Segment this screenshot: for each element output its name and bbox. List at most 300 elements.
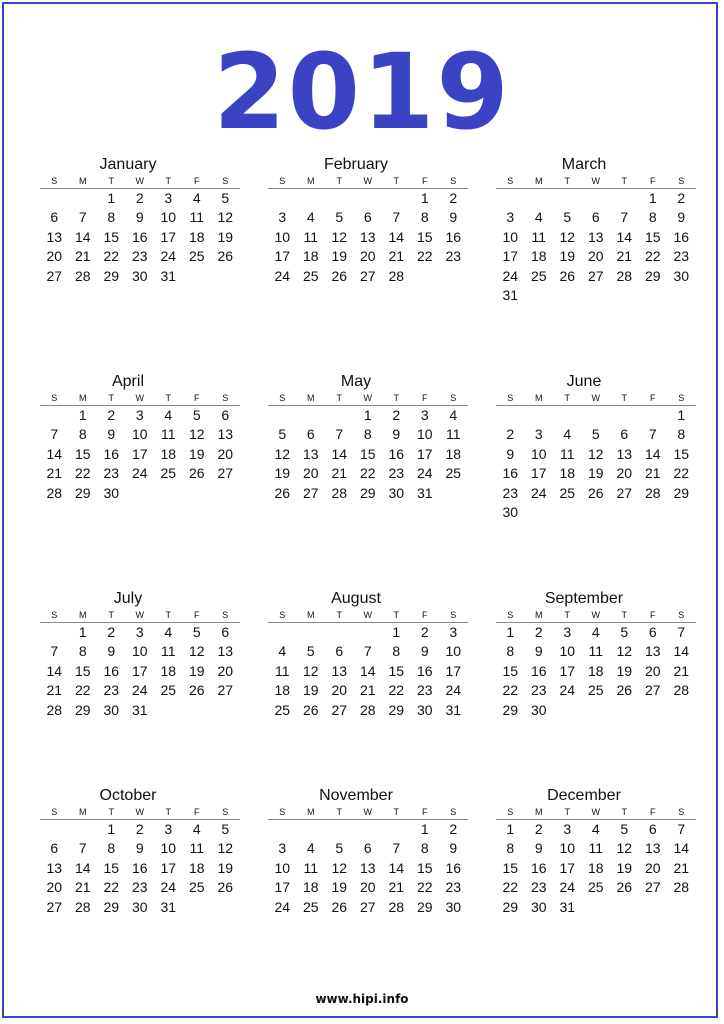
day-cell: 16 <box>502 465 519 482</box>
day-cell: 12 <box>616 840 633 857</box>
day-cell: 18 <box>302 879 319 896</box>
day-cell: 15 <box>74 662 91 679</box>
day-grid <box>40 608 240 720</box>
day-cell: 21 <box>673 859 690 876</box>
day-cell: 28 <box>46 701 63 718</box>
month-june <box>470 373 690 522</box>
day-cell: 29 <box>388 701 405 718</box>
day-cell: 20 <box>331 682 348 699</box>
month-december <box>470 787 690 917</box>
weekday-label: F <box>183 174 212 189</box>
day-cell: 22 <box>502 879 519 896</box>
day-cell: 21 <box>74 879 91 896</box>
empty-cell <box>639 406 668 425</box>
day-cell: 15 <box>416 859 433 876</box>
day-cell: 17 <box>502 248 519 265</box>
day-grid <box>496 805 696 917</box>
weekday-label: M <box>525 608 554 623</box>
day-cell: 28 <box>74 898 91 915</box>
day-cell: 1 <box>420 190 429 206</box>
day-grid <box>40 391 240 503</box>
empty-cell <box>325 189 354 208</box>
day-cell: 20 <box>359 248 376 265</box>
weekday-label: T <box>610 608 639 623</box>
month-september <box>470 590 690 720</box>
day-cell: 19 <box>616 859 633 876</box>
day-cell: 4 <box>563 426 572 443</box>
weekday-label: S <box>496 391 525 406</box>
day-cell: 26 <box>331 267 348 284</box>
day-cell: 10 <box>559 840 576 857</box>
empty-cell <box>525 406 554 425</box>
day-cell: 23 <box>530 682 547 699</box>
day-cell: 13 <box>616 445 633 462</box>
day-cell: 3 <box>164 190 173 206</box>
day-cell: 27 <box>217 465 234 482</box>
day-cell: 15 <box>74 445 91 462</box>
day-cell: 13 <box>359 228 376 245</box>
day-cell: 17 <box>131 662 148 679</box>
day-cell: 29 <box>74 484 91 501</box>
day-cell: 16 <box>131 228 148 245</box>
day-cell: 5 <box>620 821 629 837</box>
day-cell: 21 <box>616 248 633 265</box>
day-cell: 23 <box>131 248 148 265</box>
day-cell: 15 <box>416 228 433 245</box>
day-cell: 29 <box>644 267 661 284</box>
day-cell: 12 <box>616 643 633 660</box>
day-cell: 6 <box>648 821 657 837</box>
day-cell: 18 <box>160 445 177 462</box>
day-cell: 21 <box>388 248 405 265</box>
day-cell: 24 <box>416 465 433 482</box>
day-cell: 7 <box>335 426 344 443</box>
day-cell: 30 <box>502 503 519 520</box>
weekday-label: F <box>411 174 440 189</box>
day-cell: 28 <box>388 898 405 915</box>
day-cell: 5 <box>591 426 600 443</box>
day-cell: 14 <box>74 859 91 876</box>
weekday-label: F <box>411 391 440 406</box>
day-cell: 16 <box>530 859 547 876</box>
day-cell: 21 <box>46 682 63 699</box>
day-cell: 6 <box>648 624 657 640</box>
weekday-label: F <box>639 174 668 189</box>
day-cell: 2 <box>677 190 686 206</box>
day-cell: 30 <box>673 267 690 284</box>
day-cell: 8 <box>506 840 515 857</box>
weekday-label: T <box>325 391 354 406</box>
day-cell: 12 <box>331 859 348 876</box>
day-cell: 16 <box>416 662 433 679</box>
day-cell: 23 <box>103 465 120 482</box>
day-cell: 25 <box>274 701 291 718</box>
day-cell: 31 <box>445 701 462 718</box>
day-cell: 19 <box>217 228 234 245</box>
day-cell: 12 <box>559 228 576 245</box>
day-cell: 29 <box>673 484 690 501</box>
day-grid <box>268 805 468 917</box>
day-cell: 26 <box>274 484 291 501</box>
weekday-label: S <box>667 608 696 623</box>
day-cell: 24 <box>160 248 177 265</box>
day-cell: 28 <box>331 484 348 501</box>
day-cell: 26 <box>616 682 633 699</box>
day-cell: 1 <box>107 190 116 206</box>
day-cell: 24 <box>160 879 177 896</box>
weekday-label: S <box>268 174 297 189</box>
weekday-label: F <box>183 608 212 623</box>
day-cell: 28 <box>673 682 690 699</box>
day-cell: 19 <box>217 859 234 876</box>
day-cell: 13 <box>331 662 348 679</box>
month-january <box>14 156 234 286</box>
day-cell: 31 <box>160 898 177 915</box>
day-cell: 22 <box>673 465 690 482</box>
weekday-label: T <box>97 391 126 406</box>
day-cell: 11 <box>588 643 604 660</box>
weekday-label: T <box>325 805 354 820</box>
day-cell: 28 <box>388 267 405 284</box>
weekday-label: S <box>667 805 696 820</box>
day-grid <box>496 608 696 720</box>
day-cell: 2 <box>107 624 116 640</box>
day-cell: 13 <box>46 859 63 876</box>
day-grid <box>496 174 696 305</box>
year-title: 2019 <box>213 31 511 153</box>
day-cell: 25 <box>559 484 576 501</box>
day-cell: 14 <box>388 228 405 245</box>
day-cell: 5 <box>620 624 629 640</box>
empty-cell <box>582 189 611 208</box>
empty-cell <box>582 406 611 425</box>
day-cell: 30 <box>445 898 462 915</box>
day-cell: 19 <box>188 445 205 462</box>
day-cell: 8 <box>107 209 116 226</box>
day-cell: 22 <box>388 682 405 699</box>
day-cell: 1 <box>506 624 515 640</box>
day-cell: 30 <box>103 701 120 718</box>
weekday-label: F <box>183 805 212 820</box>
day-cell: 22 <box>416 248 433 265</box>
empty-cell <box>297 820 326 839</box>
day-cell: 11 <box>303 859 319 876</box>
day-cell: 10 <box>530 445 547 462</box>
empty-cell <box>354 820 383 839</box>
day-cell: 17 <box>559 662 576 679</box>
empty-cell <box>297 406 326 425</box>
day-cell: 7 <box>392 209 401 226</box>
weekday-label: M <box>69 805 98 820</box>
day-cell: 1 <box>506 821 515 837</box>
day-cell: 26 <box>559 267 576 284</box>
calendar-page <box>2 2 718 1018</box>
day-cell: 27 <box>302 484 319 501</box>
day-cell: 9 <box>506 445 515 462</box>
day-cell: 20 <box>217 662 234 679</box>
day-cell: 18 <box>188 228 205 245</box>
day-cell: 25 <box>587 879 604 896</box>
day-cell: 2 <box>449 821 458 837</box>
day-cell: 13 <box>644 643 661 660</box>
weekday-label: T <box>154 174 183 189</box>
weekday-label: F <box>183 391 212 406</box>
empty-cell <box>297 189 326 208</box>
weekday-label: M <box>297 608 326 623</box>
weekday-label: T <box>553 391 582 406</box>
day-cell: 24 <box>502 267 519 284</box>
day-cell: 28 <box>359 701 376 718</box>
day-grid <box>268 174 468 286</box>
weekday-label: S <box>439 174 468 189</box>
day-cell: 9 <box>420 643 429 660</box>
day-cell: 4 <box>591 821 600 837</box>
weekday-label: T <box>154 805 183 820</box>
day-cell: 3 <box>563 821 572 837</box>
day-cell: 30 <box>530 701 547 718</box>
day-cell: 18 <box>160 662 177 679</box>
day-cell: 15 <box>502 859 519 876</box>
day-cell: 10 <box>160 209 177 226</box>
day-cell: 17 <box>131 445 148 462</box>
day-grid <box>268 391 468 503</box>
day-cell: 11 <box>588 840 604 857</box>
day-cell: 25 <box>302 898 319 915</box>
day-cell: 14 <box>644 445 661 462</box>
day-cell: 14 <box>616 228 633 245</box>
day-cell: 9 <box>135 209 144 226</box>
day-cell: 10 <box>445 643 462 660</box>
empty-cell <box>325 623 354 642</box>
weekday-label: T <box>610 805 639 820</box>
day-cell: 3 <box>534 426 543 443</box>
day-cell: 7 <box>78 209 87 226</box>
day-cell: 5 <box>335 840 344 857</box>
day-cell: 23 <box>445 879 462 896</box>
day-cell: 22 <box>103 879 120 896</box>
day-cell: 1 <box>107 821 116 837</box>
empty-cell <box>268 406 297 425</box>
day-cell: 19 <box>188 662 205 679</box>
day-cell: 24 <box>445 682 462 699</box>
weekday-label: S <box>40 608 69 623</box>
empty-cell <box>525 189 554 208</box>
day-cell: 1 <box>420 821 429 837</box>
day-cell: 5 <box>192 624 201 640</box>
weekday-label: S <box>496 608 525 623</box>
day-cell: 21 <box>74 248 91 265</box>
weekday-label: S <box>496 805 525 820</box>
day-cell: 27 <box>359 267 376 284</box>
day-cell: 15 <box>502 662 519 679</box>
weekday-label: W <box>126 391 155 406</box>
day-cell: 18 <box>530 248 547 265</box>
day-cell: 15 <box>644 228 661 245</box>
day-cell: 7 <box>620 209 629 226</box>
weekday-label: F <box>639 391 668 406</box>
day-cell: 22 <box>502 682 519 699</box>
weekday-label: S <box>667 174 696 189</box>
weekday-label: M <box>297 805 326 820</box>
weekday-label: T <box>382 174 411 189</box>
day-cell: 8 <box>107 840 116 857</box>
day-cell: 20 <box>644 859 661 876</box>
empty-cell <box>40 820 69 839</box>
day-cell: 26 <box>587 484 604 501</box>
empty-cell <box>354 189 383 208</box>
empty-cell <box>610 406 639 425</box>
weekday-label: S <box>268 805 297 820</box>
day-cell: 30 <box>103 484 120 501</box>
day-cell: 21 <box>388 879 405 896</box>
weekday-label: T <box>553 805 582 820</box>
weekday-label: M <box>525 391 554 406</box>
day-cell: 4 <box>534 209 543 226</box>
empty-cell <box>268 189 297 208</box>
day-cell: 3 <box>563 624 572 640</box>
day-cell: 23 <box>131 879 148 896</box>
day-cell: 9 <box>135 840 144 857</box>
day-cell: 30 <box>131 267 148 284</box>
weekday-label: T <box>97 174 126 189</box>
weekday-label: T <box>382 391 411 406</box>
day-cell: 4 <box>591 624 600 640</box>
day-cell: 31 <box>160 267 177 284</box>
day-cell: 20 <box>587 248 604 265</box>
day-cell: 12 <box>302 662 319 679</box>
day-cell: 15 <box>103 228 120 245</box>
day-cell: 12 <box>188 426 205 443</box>
day-cell: 8 <box>420 840 429 857</box>
empty-cell <box>553 406 582 425</box>
day-cell: 9 <box>449 840 458 857</box>
day-cell: 2 <box>392 407 401 423</box>
weekday-label: W <box>582 391 611 406</box>
day-cell: 17 <box>445 662 462 679</box>
day-cell: 19 <box>559 248 576 265</box>
day-cell: 6 <box>50 840 59 857</box>
day-cell: 10 <box>131 643 148 660</box>
day-cell: 8 <box>648 209 657 226</box>
empty-cell <box>496 189 525 208</box>
day-cell: 3 <box>420 407 429 423</box>
weekday-label: S <box>40 805 69 820</box>
weekday-label: F <box>411 805 440 820</box>
empty-cell <box>553 189 582 208</box>
day-cell: 18 <box>587 859 604 876</box>
day-cell: 17 <box>274 248 291 265</box>
day-cell: 2 <box>534 821 543 837</box>
day-cell: 1 <box>78 407 87 423</box>
day-cell: 2 <box>506 426 515 443</box>
weekday-label: T <box>325 174 354 189</box>
day-cell: 25 <box>302 267 319 284</box>
day-cell: 29 <box>359 484 376 501</box>
day-cell: 26 <box>217 248 234 265</box>
day-cell: 6 <box>50 209 59 226</box>
empty-cell <box>297 623 326 642</box>
day-cell: 6 <box>335 643 344 660</box>
day-cell: 9 <box>107 643 116 660</box>
weekday-label: S <box>439 391 468 406</box>
weekday-label: W <box>582 608 611 623</box>
day-cell: 24 <box>131 682 148 699</box>
day-cell: 10 <box>160 840 177 857</box>
weekday-label: T <box>382 608 411 623</box>
day-cell: 10 <box>502 228 519 245</box>
day-cell: 13 <box>217 426 234 443</box>
weekday-label: T <box>325 608 354 623</box>
day-cell: 29 <box>74 701 91 718</box>
day-cell: 14 <box>359 662 376 679</box>
month-october <box>14 787 234 917</box>
weekday-label: T <box>382 805 411 820</box>
day-cell: 9 <box>107 426 116 443</box>
day-cell: 2 <box>135 190 144 206</box>
day-cell: 28 <box>46 484 63 501</box>
day-cell: 16 <box>388 445 405 462</box>
day-cell: 7 <box>50 643 59 660</box>
day-cell: 4 <box>449 407 458 423</box>
day-cell: 24 <box>530 484 547 501</box>
day-cell: 6 <box>363 209 372 226</box>
weekday-label: S <box>211 174 240 189</box>
month-february <box>242 156 462 286</box>
day-cell: 23 <box>388 465 405 482</box>
day-cell: 8 <box>392 643 401 660</box>
day-cell: 28 <box>644 484 661 501</box>
day-cell: 27 <box>587 267 604 284</box>
day-cell: 7 <box>677 624 686 640</box>
day-cell: 20 <box>644 662 661 679</box>
day-cell: 19 <box>331 248 348 265</box>
day-cell: 8 <box>677 426 686 443</box>
day-cell: 19 <box>274 465 291 482</box>
day-cell: 19 <box>587 465 604 482</box>
day-cell: 7 <box>50 426 59 443</box>
day-cell: 5 <box>192 407 201 423</box>
day-cell: 27 <box>616 484 633 501</box>
day-cell: 5 <box>221 190 230 206</box>
day-cell: 10 <box>274 859 291 876</box>
day-cell: 8 <box>363 426 372 443</box>
day-cell: 13 <box>217 643 234 660</box>
day-cell: 17 <box>274 879 291 896</box>
day-cell: 22 <box>416 879 433 896</box>
day-cell: 16 <box>530 662 547 679</box>
day-cell: 9 <box>677 209 686 226</box>
day-cell: 24 <box>274 267 291 284</box>
day-cell: 21 <box>673 662 690 679</box>
day-cell: 10 <box>131 426 148 443</box>
day-cell: 5 <box>306 643 315 660</box>
day-cell: 2 <box>420 624 429 640</box>
weekday-label: W <box>354 174 383 189</box>
day-cell: 18 <box>188 859 205 876</box>
day-cell: 11 <box>559 445 575 462</box>
day-cell: 2 <box>534 624 543 640</box>
day-cell: 3 <box>449 624 458 640</box>
day-cell: 1 <box>392 624 401 640</box>
day-cell: 20 <box>217 445 234 462</box>
day-cell: 17 <box>416 445 433 462</box>
day-cell: 13 <box>302 445 319 462</box>
month-april <box>14 373 234 503</box>
day-cell: 26 <box>616 879 633 896</box>
day-cell: 7 <box>677 821 686 837</box>
day-cell: 13 <box>587 228 604 245</box>
day-cell: 22 <box>359 465 376 482</box>
